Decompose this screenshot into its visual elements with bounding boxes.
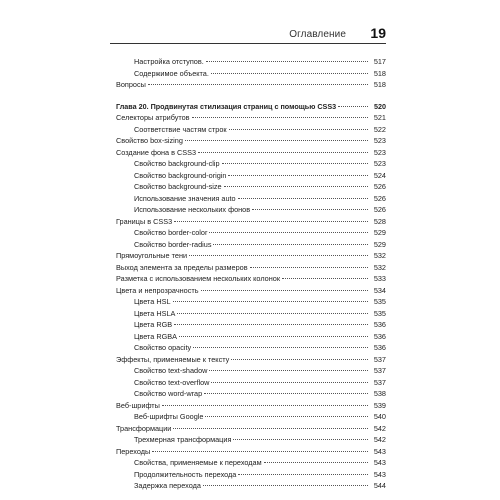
- toc-entry-title: Переходы: [116, 446, 151, 456]
- toc-entry: [116, 239, 386, 251]
- dot-leader: [174, 324, 368, 325]
- toc-entry-title: Веб-шрифты Google: [134, 412, 204, 421]
- toc-entry-title: Эффекты, применяемые к тексту: [116, 354, 230, 364]
- toc-chapter-entry: [116, 101, 386, 113]
- toc-entry-title: Цвета RGB: [134, 320, 173, 329]
- dot-leader: [152, 451, 368, 452]
- toc-entry-title: Использование нескольких фонов: [134, 205, 251, 214]
- toc-entry-title: Выход элемента за пределы размеров: [116, 262, 248, 272]
- toc-entry-page: 532: [373, 251, 386, 260]
- toc-entry: [116, 423, 386, 435]
- toc-entry-page: 537: [373, 366, 386, 375]
- toc-entry-title: Соответствие частям строк: [134, 124, 227, 134]
- toc-entry: [116, 181, 386, 193]
- dot-leader: [173, 301, 368, 302]
- section-gap: [116, 91, 386, 101]
- toc-entry: [116, 68, 386, 80]
- toc-entry-page: 543: [373, 469, 386, 479]
- toc-entry-page: 523: [373, 147, 386, 157]
- toc-entry: [116, 411, 386, 423]
- toc-entry-page: 535: [373, 308, 386, 318]
- toc-entry-page: 529: [373, 228, 386, 237]
- toc-entry: [116, 469, 386, 481]
- toc-entry-page: 536: [373, 320, 386, 329]
- page-header: [110, 22, 386, 44]
- dot-leader: [213, 244, 368, 245]
- dot-leader: [238, 474, 368, 475]
- toc-entry-page: 526: [373, 182, 386, 191]
- toc-entry-page: 523: [373, 136, 386, 145]
- toc-entry-title: Цвета и непрозрачность: [116, 285, 199, 295]
- dot-leader: [211, 73, 368, 74]
- toc-entry-title: Создание фона в CSS3: [116, 147, 197, 157]
- toc-entry-title: Трансформации: [116, 423, 172, 433]
- toc-entry-title: Свойство background-size: [134, 182, 222, 191]
- toc-entry-title: Прямоугольные тени: [116, 251, 188, 260]
- toc-entry-title: Свойство text-shadow: [134, 366, 208, 375]
- toc-entry-title: Свойство text-overflow: [134, 377, 210, 387]
- toc-entry: [116, 342, 386, 354]
- dot-leader: [206, 61, 368, 62]
- toc-entry-title: Продолжительность перехода: [134, 469, 237, 479]
- toc-entry: [116, 388, 386, 400]
- dot-leader: [162, 405, 368, 406]
- header-rule: [110, 43, 386, 44]
- toc-entry-page: 542: [373, 423, 386, 433]
- dot-leader: [228, 175, 368, 176]
- dot-leader: [252, 209, 368, 210]
- toc-entry-page: 539: [373, 400, 386, 410]
- toc-entry: [116, 56, 386, 68]
- toc-entry-title: Границы в CSS3: [116, 216, 173, 226]
- toc-entry: [116, 170, 386, 182]
- toc-entry-title: Свойство word-wrap: [134, 389, 203, 398]
- toc-entry-title: Свойство border-color: [134, 228, 208, 237]
- dot-leader: [238, 198, 368, 199]
- toc-entry-page: 520: [374, 101, 386, 111]
- dot-leader: [211, 382, 368, 383]
- toc-entry-page: 532: [373, 262, 386, 272]
- dot-leader: [222, 163, 368, 164]
- toc-entry-title: Селекторы атрибутов: [116, 113, 190, 122]
- toc-entry: [116, 124, 386, 136]
- dot-leader: [189, 255, 368, 256]
- toc-entry-title: Цвета HSL: [134, 297, 171, 306]
- toc-entry: [116, 319, 386, 331]
- toc-entry: [116, 193, 386, 205]
- toc-entry: [116, 365, 386, 377]
- toc-entry-page: 518: [373, 80, 386, 89]
- toc-entry-title: Свойство border-radius: [134, 239, 212, 249]
- toc-entry-title: Свойство opacity: [134, 343, 192, 352]
- dot-leader: [231, 359, 368, 360]
- dot-leader: [179, 336, 368, 337]
- toc-entry: [116, 250, 386, 262]
- toc-entry: [116, 377, 386, 389]
- toc-entry-title: Разметка с использованием нескольких колонок: [116, 274, 281, 283]
- toc-entry: [116, 434, 386, 446]
- toc-entry: [116, 480, 386, 492]
- dot-leader: [338, 106, 368, 107]
- toc-entry-page: 536: [373, 343, 386, 352]
- dot-leader: [224, 186, 368, 187]
- toc-entry-page: 528: [373, 216, 386, 226]
- toc-entry-title: Трехмерная трансформация: [134, 435, 232, 444]
- toc-entry: [116, 216, 386, 228]
- toc-entry: [116, 457, 386, 469]
- dot-leader: [203, 485, 368, 486]
- dot-leader: [177, 313, 368, 314]
- toc-entry-page: 543: [373, 458, 386, 467]
- toc-entry-page: 522: [373, 124, 386, 134]
- toc-entry-title: Свойства, применяемые к переходам: [134, 458, 262, 467]
- dot-leader: [185, 140, 368, 141]
- dot-leader: [148, 84, 368, 85]
- toc-section-chapter-20: [116, 101, 386, 492]
- toc-entry: [116, 285, 386, 297]
- toc-entry-page: 534: [373, 285, 386, 295]
- toc-entry-title: Веб-шрифты: [116, 400, 160, 410]
- toc-entry-title: Цвета HSLA: [134, 308, 176, 318]
- toc-entry: [116, 354, 386, 366]
- toc-entry: [116, 158, 386, 170]
- toc-entry-page: 540: [373, 412, 386, 421]
- toc-entry-page: 537: [373, 377, 386, 387]
- dot-leader: [192, 117, 368, 118]
- toc-entry-page: 543: [373, 446, 386, 456]
- dot-leader: [209, 232, 368, 233]
- toc-entry-title: Цвета RGBA: [134, 331, 178, 341]
- toc-entry-title: Содержимое объекта.: [134, 68, 209, 78]
- page-number: 19: [370, 25, 386, 41]
- dot-leader: [204, 393, 368, 394]
- toc-entry-page: 526: [373, 193, 386, 203]
- toc-entry: [116, 308, 386, 320]
- toc-entry-page: 518: [373, 68, 386, 78]
- toc-entry: [116, 147, 386, 159]
- toc-entry: [116, 204, 386, 216]
- toc-entry-page: 524: [373, 170, 386, 180]
- toc-entry-title: Использование значения auto: [134, 193, 236, 203]
- toc-entry-page: 537: [373, 354, 386, 364]
- toc-entry: [116, 112, 386, 124]
- toc-entry: [116, 273, 386, 285]
- dot-leader: [201, 290, 368, 291]
- toc-entry-title: Настройка отступов.: [134, 57, 204, 66]
- dot-leader: [229, 129, 368, 130]
- toc-entry: [116, 296, 386, 308]
- toc-entry-page: 523: [373, 159, 386, 168]
- dot-leader: [233, 439, 368, 440]
- toc-entry-title: Свойство box-sizing: [116, 136, 183, 145]
- toc-entry: [116, 135, 386, 147]
- toc-entry: [116, 331, 386, 343]
- table-of-contents: [116, 56, 386, 492]
- dot-leader: [174, 221, 368, 222]
- toc-entry-page: 542: [373, 435, 386, 444]
- toc-entry: [116, 400, 386, 412]
- dot-leader: [198, 152, 368, 153]
- toc-entry-page: 526: [373, 205, 386, 214]
- toc-entry: [116, 262, 386, 274]
- toc-entry-title: Задержка перехода: [134, 481, 201, 490]
- toc-entry: [116, 79, 386, 91]
- toc-entry-page: 533: [373, 274, 386, 283]
- toc-entry-page: 521: [373, 113, 386, 122]
- toc-entry-title: Свойство background-origin: [134, 170, 227, 180]
- toc-entry: [116, 227, 386, 239]
- toc-entry-page: 536: [373, 331, 386, 341]
- dot-leader: [205, 416, 368, 417]
- toc-entry-page: 544: [373, 481, 386, 490]
- toc-entry: [116, 446, 386, 458]
- dot-leader: [173, 428, 368, 429]
- toc-entry-page: 535: [373, 297, 386, 306]
- dot-leader: [193, 347, 368, 348]
- dot-leader: [209, 370, 368, 371]
- toc-entry-title: Вопросы: [116, 80, 146, 89]
- dot-leader: [250, 267, 368, 268]
- running-title: Оглавление: [289, 29, 346, 40]
- toc-entry-title: Глава 20. Продвинутая стилизация страниц с помощью CSS3: [116, 101, 337, 111]
- toc-entry-page: 517: [373, 57, 386, 66]
- toc-section-previous-chapter: [116, 56, 386, 91]
- toc-entry-page: 538: [373, 389, 386, 398]
- toc-entry-title: Свойство background-clip: [134, 159, 220, 168]
- toc-entry-page: 529: [373, 239, 386, 249]
- dot-leader: [282, 278, 368, 279]
- dot-leader: [264, 462, 368, 463]
